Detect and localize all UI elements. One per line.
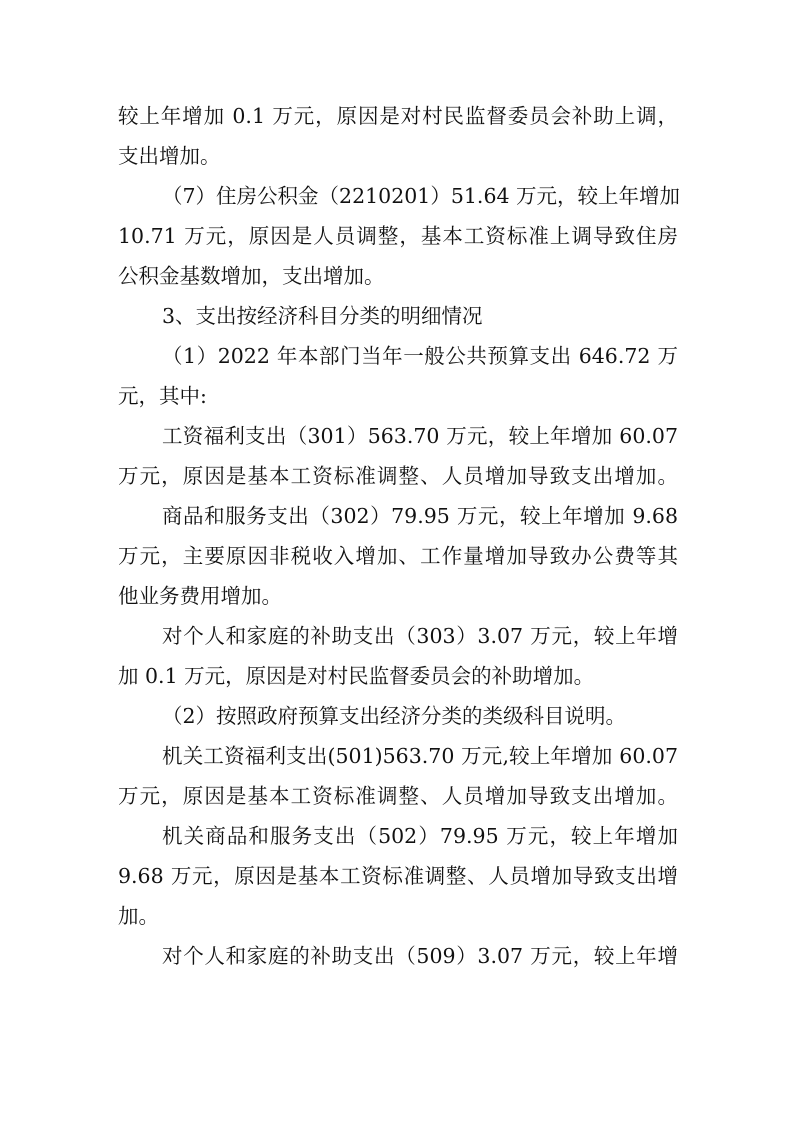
paragraph-line: 加 0.1 万元，原因是对村民监督委员会的补助增加。 [118,664,595,688]
paragraph-line: （7）住房公积金（2210201）51.64 万元，较上年增加 [162,184,681,208]
paragraph-line: 较上年增加 0.1 万元，原因是对村民监督委员会补助上调， [118,104,678,128]
paragraph-line: 万元，原因是基本工资标准调整、人员增加导致支出增加。 [118,784,678,808]
paragraph-line: 机关商品和服务支出（502）79.95 万元，较上年增加 [162,824,678,848]
paragraph-line: 支出增加。 [118,144,221,168]
paragraph-line: 商品和服务支出（302）79.95 万元，较上年增加 9.68 [162,504,678,528]
paragraph-line: 加。 [118,904,159,928]
paragraph-line: 机关工资福利支出(501)563.70 万元,较上年增加 60.07 [162,744,678,768]
paragraph-line: 工资福利支出（301）563.70 万元，较上年增加 60.07 [162,424,678,448]
paragraph-line: （2）按照政府预算支出经济分类的类级科目说明。 [162,704,627,728]
paragraph-line: 9.68 万元，原因是基本工资标准调整、人员增加导致支出增 [118,864,678,888]
paragraph-line: 元，其中: [118,384,207,408]
paragraph-line: 10.71 万元，原因是人员调整，基本工资标准上调导致住房 [118,224,678,248]
paragraph-line: 他业务费用增加。 [118,584,282,608]
paragraph-line: （1）2022 年本部门当年一般公共预算支出 646.72 万 [162,344,678,368]
paragraph-line: 万元，原因是基本工资标准调整、人员增加导致支出增加。 [118,464,678,488]
document-body [118,96,681,976]
section-heading: 3、支出按经济科目分类的明细情况 [162,304,483,328]
paragraph-line: 对个人和家庭的补助支出（509）3.07 万元，较上年增 [162,944,678,968]
paragraph-line: 公积金基数增加，支出增加。 [118,264,385,288]
paragraph-line: 万元，主要原因非税收入增加、工作量增加导致办公费等其 [118,544,678,568]
paragraph-line: 对个人和家庭的补助支出（303）3.07 万元，较上年增 [162,624,678,648]
